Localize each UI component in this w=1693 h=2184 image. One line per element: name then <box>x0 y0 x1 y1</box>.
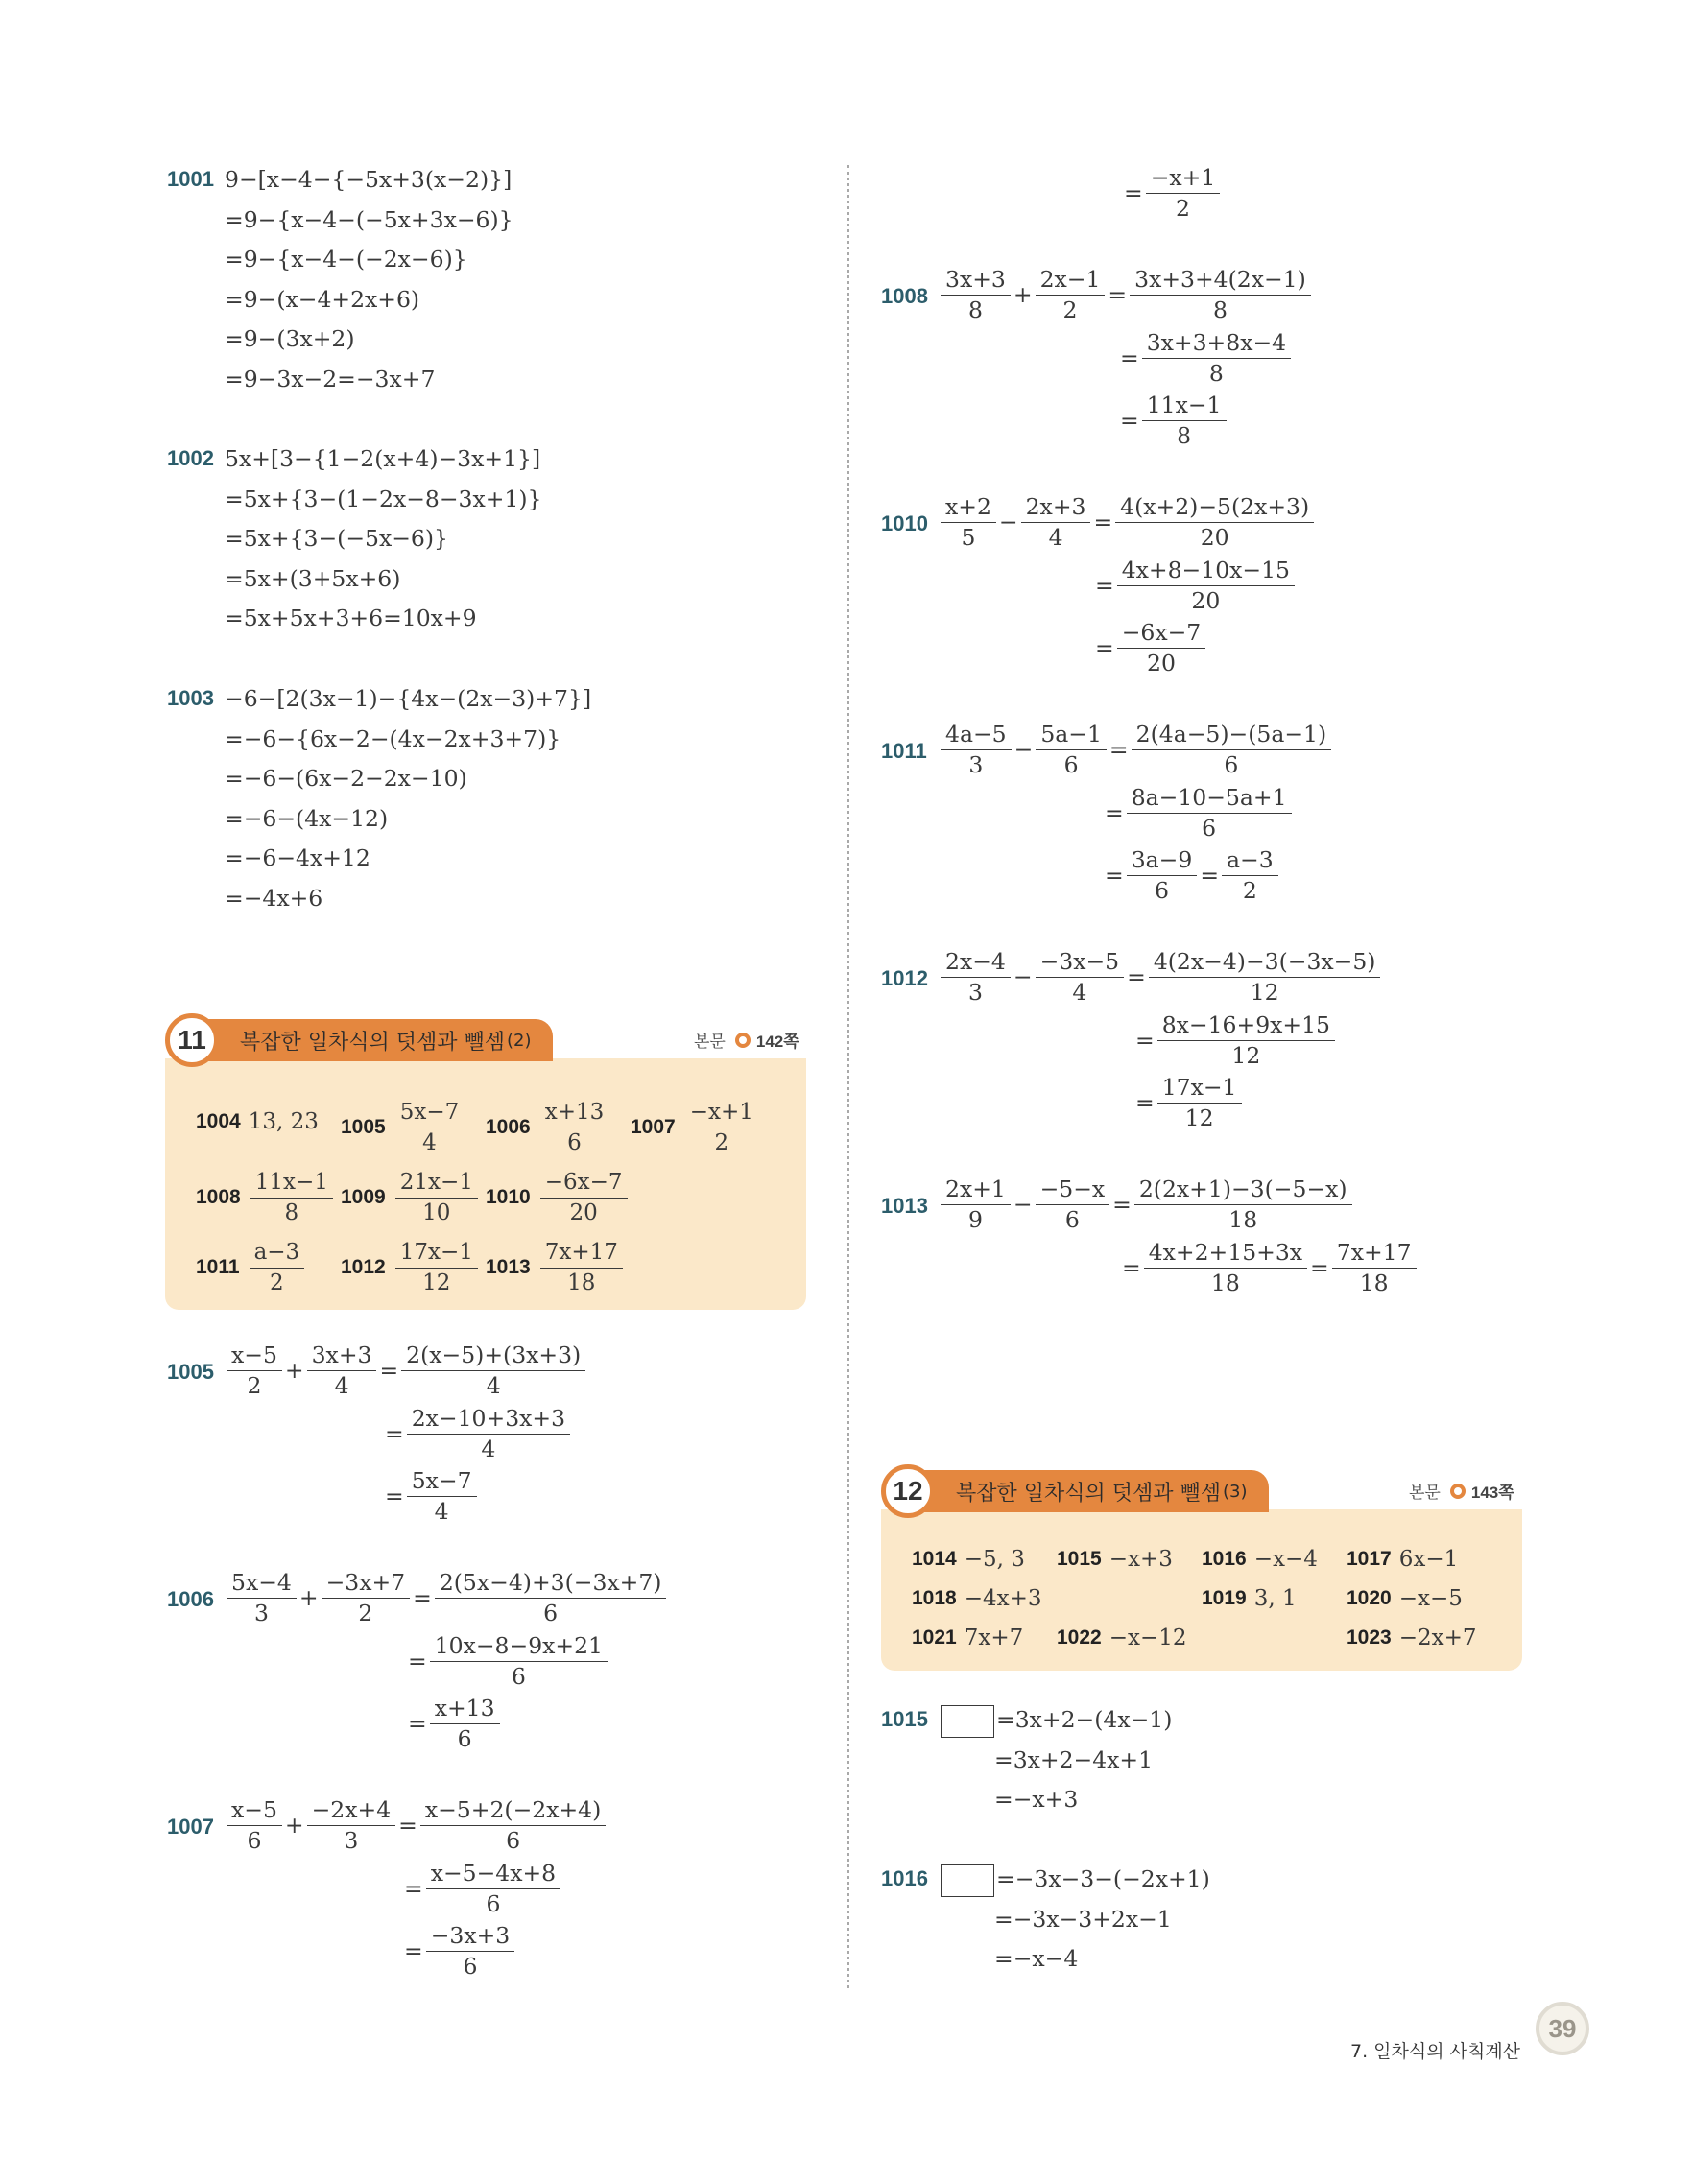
fraction <box>407 1404 570 1463</box>
problem-number: 1003 <box>167 686 214 710</box>
fraction <box>426 1859 560 1918</box>
operator: − <box>1013 736 1034 763</box>
problem-number: 1010 <box>881 511 928 535</box>
answer-1019 <box>1202 1580 1297 1617</box>
step: =3x+2−4x+1 <box>994 1746 1154 1773</box>
fraction <box>1157 1010 1335 1070</box>
answer-value: 7x+7 <box>964 1626 1024 1650</box>
column-divider <box>846 165 849 1988</box>
step: =9−(x−4+2x+6) <box>225 286 420 313</box>
answer-number: 1014 <box>912 1548 957 1570</box>
fraction <box>1332 1238 1417 1297</box>
answer-number: 1007 <box>631 1116 676 1138</box>
section-subtitle: (2) <box>507 1030 532 1051</box>
numerator: 2x−10+3x+3 <box>407 1404 570 1435</box>
denominator: 18 <box>1210 1270 1240 1296</box>
answer-number: 1013 <box>486 1256 531 1278</box>
denominator: 2 <box>358 1600 373 1626</box>
operator: + <box>1013 281 1033 308</box>
fraction <box>227 1341 282 1400</box>
denominator: 8 <box>1212 297 1228 323</box>
denominator: 4 <box>1072 979 1087 1006</box>
problem-1016 <box>881 1859 1284 1980</box>
reference-label: 본문 <box>1409 1484 1441 1503</box>
fraction <box>420 1795 606 1855</box>
fraction <box>1157 1073 1242 1132</box>
operator: − <box>1013 1191 1033 1218</box>
numerator: 21x−1 <box>395 1168 478 1199</box>
answer-1018 <box>912 1580 1042 1617</box>
fraction <box>401 1341 585 1400</box>
step: =−x−4 <box>994 1945 1079 1972</box>
numerator: 2x+1 <box>941 1175 1011 1205</box>
reference-page: 143쪽 <box>1470 1484 1514 1502</box>
problem-number: 1008 <box>881 284 928 308</box>
step: 9−[x−4−{−5x+3(x−2)}] <box>225 166 513 193</box>
denominator: 3 <box>253 1600 269 1626</box>
step: =−6−(6x−2−2x−10) <box>225 765 467 792</box>
fraction <box>1036 265 1106 324</box>
fraction <box>941 947 1011 1007</box>
fraction <box>1117 618 1206 677</box>
answer-fraction <box>250 1168 333 1227</box>
numerator: −6x−7 <box>540 1168 628 1199</box>
numerator: 2(x−5)+(3x+3) <box>401 1341 585 1371</box>
denominator: 4 <box>1048 524 1063 551</box>
numerator: 7x+17 <box>540 1238 623 1269</box>
fraction <box>941 1175 1011 1234</box>
problem-1002 <box>167 439 570 640</box>
fraction <box>307 1795 396 1855</box>
denominator: 8 <box>1177 422 1192 449</box>
denominator: 18 <box>1228 1206 1258 1233</box>
problem-number: 1013 <box>881 1194 928 1218</box>
numerator: 5a−1 <box>1036 720 1107 750</box>
answer-1015 <box>1057 1541 1173 1578</box>
denominator: 2 <box>1176 195 1190 222</box>
numerator: 3x+3 <box>941 265 1011 296</box>
answer-1021 <box>912 1620 1023 1656</box>
answer-value: −x−4 <box>1253 1547 1318 1572</box>
denominator: 8 <box>284 1200 299 1225</box>
answer-number: 1006 <box>486 1116 531 1138</box>
fraction <box>430 1631 608 1691</box>
answer-number: 1021 <box>912 1626 957 1649</box>
numerator: 2(2x+1)−3(−5−x) <box>1134 1175 1352 1205</box>
numerator: 4x+8−10x−15 <box>1117 556 1295 586</box>
blank-box <box>941 1864 994 1897</box>
numerator: 2x−4 <box>941 947 1011 978</box>
denominator: 4 <box>422 1130 437 1155</box>
section-title: 복잡한 일차식의 덧셈과 뺄셈 <box>956 1481 1222 1506</box>
problem-number: 1011 <box>881 739 927 763</box>
answer-fraction <box>540 1098 609 1157</box>
answer-value: −x−5 <box>1398 1586 1463 1611</box>
fraction <box>1127 845 1198 905</box>
operator: − <box>1013 963 1033 990</box>
answer-fraction <box>395 1168 478 1227</box>
problem-1012: 1012 $\frac{2x-4}{3}$ − $\frac{-3x-5}{4}$ = $\frac{4(2x-4)-3(-3x-5)}{12}$ = $\frac{8x-16+9x+15}{12}$ = $\frac{17x-1}{12}$ <box>881 947 1419 1139</box>
answer-1006 <box>486 1098 610 1157</box>
numerator: 3x+3+8x−4 <box>1142 328 1291 359</box>
numerator: 2x+3 <box>1021 492 1091 523</box>
problem-1010: 1010 $\frac{x+2}{5}$ − $\frac{2x+3}{4}$ = $\frac{4(x+2)-5(2x+3)}{20}$ = $\frac{4x+8-10x-15}{20}$ = $\frac{-6x-7}{20}$ <box>881 492 1380 684</box>
denominator: 6 <box>463 1953 478 1980</box>
fraction <box>1142 328 1291 388</box>
answer-number: 1018 <box>912 1587 957 1609</box>
step: =5x+(3+5x+6) <box>225 565 401 592</box>
step: =−6−{6x−2−(4x−2x+3+7)} <box>225 725 561 752</box>
step: =3x+2−(4x−1) <box>996 1706 1173 1733</box>
fraction <box>941 720 1012 779</box>
step: =9−{x−4−(−5x+3x−6)} <box>225 206 513 233</box>
answer-number: 1012 <box>341 1256 386 1278</box>
textbook-reference <box>694 1028 799 1052</box>
fraction <box>1036 720 1107 779</box>
denominator: 6 <box>457 1725 472 1752</box>
step: −6−[2(3x−1)−{4x−(2x−3)+7}] <box>225 685 592 712</box>
numerator: −x+1 <box>685 1098 758 1128</box>
step: 5x+[3−{1−2(x+4)−3x+1}] <box>225 445 541 472</box>
step: =−6−(4x−12) <box>225 805 389 832</box>
answer-1009 <box>341 1168 480 1227</box>
fraction <box>227 1568 297 1627</box>
denominator: 2 <box>270 1270 284 1295</box>
numerator: 7x+17 <box>1332 1238 1417 1269</box>
problem-1015 <box>881 1699 1284 1820</box>
problem-number: 1016 <box>881 1866 928 1890</box>
answer-number: 1015 <box>1057 1548 1102 1570</box>
fraction <box>426 1921 515 1981</box>
numerator: x+2 <box>941 492 996 523</box>
numerator: −3x+3 <box>426 1921 515 1952</box>
answer-1017 <box>1347 1541 1458 1578</box>
fraction <box>1130 265 1311 324</box>
answer-number: 1009 <box>341 1186 386 1208</box>
denominator: 6 <box>567 1130 582 1155</box>
fraction <box>1134 1175 1352 1234</box>
circle-arrow-icon <box>1450 1484 1466 1499</box>
numerator: 4(2x−4)−3(−3x−5) <box>1149 947 1381 978</box>
answer-fraction <box>540 1168 628 1227</box>
numerator: −3x+7 <box>322 1568 411 1599</box>
step: =−6−4x+12 <box>225 844 370 871</box>
answer-fraction <box>395 1238 478 1297</box>
problem-number: 1007 <box>167 1815 214 1839</box>
numerator: x−5+2(−2x+4) <box>420 1795 606 1826</box>
section-header <box>165 1013 553 1067</box>
fraction <box>1036 1175 1110 1234</box>
answer-value: −x+3 <box>1109 1547 1173 1572</box>
answer-value: 13, 23 <box>248 1109 319 1134</box>
numerator: 3a−9 <box>1127 845 1198 876</box>
problem-number: 1005 <box>167 1360 214 1384</box>
section-number: 11 <box>165 1013 219 1067</box>
section-title-bar <box>198 1019 553 1061</box>
denominator: 4 <box>486 1372 501 1399</box>
denominator: 6 <box>1064 1206 1080 1233</box>
fraction <box>1144 1238 1307 1297</box>
answer-number: 1010 <box>486 1186 531 1208</box>
denominator: 6 <box>506 1827 521 1854</box>
answer-value: −x−12 <box>1109 1626 1187 1650</box>
problem-1006: 1006 $\frac{5x-4}{3}$ + $\frac{-3x+7}{2}$ = $\frac{2(5x-4)+3(-3x+7)}{6}$ = $\frac{10x-8-9x+21}{6}$ = $\frac{x+13}{6}$ <box>167 1568 704 1760</box>
denominator: 6 <box>511 1663 526 1690</box>
textbook-reference <box>1409 1479 1514 1503</box>
problem-number: 1012 <box>881 966 928 990</box>
section-subtitle: (3) <box>1223 1481 1248 1502</box>
fraction <box>1142 391 1227 450</box>
fraction <box>1222 845 1278 905</box>
answer-1014 <box>912 1541 1025 1578</box>
denominator: 5 <box>961 524 976 551</box>
fraction <box>1146 163 1221 223</box>
numerator: −6x−7 <box>1117 618 1206 649</box>
numerator: 10x−8−9x+21 <box>430 1631 608 1662</box>
denominator: 4 <box>334 1372 349 1399</box>
circle-arrow-icon <box>735 1033 751 1048</box>
page-number: 39 <box>1536 2002 1589 2055</box>
problem-1013: 1013 $\frac{2x+1}{9}$ − $\frac{-5-x}{6}$ = $\frac{2(2x+1)-3(-5-x)}{18}$ = $\frac{4x+2+15+3x}{18}$ = $\frac{7x+17}{18}$ <box>881 1175 1419 1309</box>
answer-fraction <box>685 1098 758 1157</box>
denominator: 18 <box>567 1270 596 1295</box>
step: =−x+3 <box>994 1786 1079 1813</box>
fraction <box>407 1466 477 1526</box>
numerator: 17x−1 <box>1157 1073 1242 1104</box>
answer-1020 <box>1347 1580 1463 1617</box>
denominator: 18 <box>1359 1270 1389 1296</box>
numerator: 3x+3 <box>307 1341 377 1371</box>
step: =5x+{3−(1−2x−8−3x+1)} <box>225 486 542 512</box>
denominator: 8 <box>967 297 983 323</box>
problem-1011: 1011 $\frac{4a-5}{3}$ − $\frac{5a-1}{6}$ = $\frac{2(4a-5)-(5a-1)}{6}$ = $\frac{8a-10-5a+1}{6}$ = $\frac{3a-9}{6}$ = $\frac{a-3}{2}$ <box>881 720 1380 912</box>
section-number: 12 <box>881 1464 935 1518</box>
operator: + <box>284 1812 304 1839</box>
fraction <box>1115 492 1314 552</box>
answer-1023 <box>1347 1620 1477 1656</box>
answer-fraction <box>395 1098 465 1157</box>
answer-value: 6x−1 <box>1398 1547 1459 1572</box>
chapter-title: 7. 일차식의 사칙계산 <box>1350 2041 1521 2062</box>
step: =5x+5x+3+6=10x+9 <box>225 605 477 631</box>
denominator: 3 <box>968 751 984 778</box>
answer-value: −5, 3 <box>964 1547 1025 1572</box>
denominator: 6 <box>1224 751 1239 778</box>
numerator: 2(4a−5)−(5a−1) <box>1132 720 1332 750</box>
problem-number: 1002 <box>167 446 214 470</box>
numerator: −3x−5 <box>1036 947 1125 978</box>
answer-number: 1019 <box>1202 1587 1247 1609</box>
denominator: 6 <box>1155 877 1169 904</box>
answer-1013 <box>486 1238 625 1297</box>
denominator: 2 <box>247 1372 262 1399</box>
answer-1005 <box>341 1098 465 1157</box>
denominator: 12 <box>1231 1042 1261 1069</box>
answer-fraction <box>250 1238 305 1297</box>
fraction <box>941 265 1011 324</box>
fraction <box>1127 783 1292 843</box>
fraction <box>1021 492 1091 552</box>
step: =−3x−3−(−2x+1) <box>996 1865 1210 1892</box>
fraction <box>1149 947 1381 1007</box>
numerator: 11x−1 <box>250 1168 333 1199</box>
denominator: 3 <box>967 979 983 1006</box>
answer-number: 1020 <box>1347 1587 1392 1609</box>
denominator: 4 <box>481 1436 496 1462</box>
numerator: 4(x+2)−5(2x+3) <box>1115 492 1314 523</box>
answer-1008 <box>196 1168 335 1227</box>
denominator: 6 <box>247 1827 262 1854</box>
numerator: x+13 <box>430 1694 500 1724</box>
step: =9−{x−4−(−2x−6)} <box>225 246 467 273</box>
answer-number: 1016 <box>1202 1548 1247 1570</box>
denominator: 10 <box>422 1200 451 1225</box>
numerator: −5−x <box>1036 1175 1110 1205</box>
numerator: 5x−4 <box>227 1568 297 1599</box>
denominator: 4 <box>434 1498 449 1525</box>
denominator: 20 <box>1200 524 1229 551</box>
answer-fraction <box>540 1238 623 1297</box>
numerator: x−5 <box>227 1341 282 1371</box>
answer-1004 <box>196 1103 319 1141</box>
denominator: 9 <box>967 1206 983 1233</box>
denominator: 12 <box>422 1270 451 1295</box>
numerator: x−5−4x+8 <box>426 1859 560 1889</box>
operator: + <box>298 1584 319 1611</box>
denominator: 12 <box>1250 979 1279 1006</box>
numerator: 5x−7 <box>407 1466 477 1497</box>
fraction <box>322 1568 411 1627</box>
step: =−4x+6 <box>225 885 323 912</box>
problem-number: 1006 <box>167 1587 214 1611</box>
answer-number: 1005 <box>341 1116 386 1138</box>
numerator: 5x−7 <box>395 1098 465 1128</box>
problem-1005: 1005 $\frac{x-5}{2}$ + $\frac{3x+3}{4}$ = $\frac{2(x-5)+(3x+3)}{4}$ = $\frac{2x-10+3x+3}{4}$ = $\frac{5x-7}{4}$ <box>167 1341 647 1532</box>
problem-1008: 1008 $\frac{3x+3}{8}$ + $\frac{2x-1}{2}$ = $\frac{3x+3+4(2x-1)}{8}$ = $\frac{3x+3+8x-4}{8}$ = $\frac{11x-1}{8}$ <box>881 265 1380 457</box>
answer-1022 <box>1057 1620 1187 1656</box>
numerator: 8x−16+9x+15 <box>1157 1010 1335 1041</box>
answer-1011 <box>196 1238 306 1297</box>
fraction <box>941 492 996 552</box>
problem-1007: 1007 $\frac{x-5}{6}$ + $\frac{-2x+4}{3}$ = $\frac{x-5+2(-2x+4)}{6}$ = $\frac{x-5-4x+8}{6}$ = $\frac{-3x+3}{6}$ <box>167 1795 666 1987</box>
denominator: 2 <box>1062 297 1078 323</box>
denominator: 3 <box>344 1827 359 1854</box>
answer-value: −4x+3 <box>964 1586 1042 1611</box>
answer-number: 1023 <box>1347 1626 1392 1649</box>
step: =9−3x−2=−3x+7 <box>225 366 436 392</box>
numerator: −x+1 <box>1146 163 1221 194</box>
fraction <box>307 1341 377 1400</box>
section-title: 복잡한 일차식의 덧셈과 뺄셈 <box>240 1030 506 1055</box>
numerator: x−5 <box>227 1795 282 1826</box>
section-header <box>881 1464 1269 1518</box>
blank-box <box>941 1705 994 1738</box>
answer-number: 1022 <box>1057 1626 1102 1649</box>
denominator: 6 <box>486 1890 501 1917</box>
numerator: 4a−5 <box>941 720 1012 750</box>
numerator: 17x−1 <box>395 1238 478 1269</box>
problem-1003 <box>167 678 628 920</box>
problem-number: 1001 <box>167 167 214 191</box>
answer-number: 1017 <box>1347 1548 1392 1570</box>
denominator: 6 <box>543 1600 559 1626</box>
numerator: −2x+4 <box>307 1795 396 1826</box>
denominator: 20 <box>1147 650 1176 677</box>
problem-1001 <box>167 159 570 401</box>
answer-1007 <box>631 1098 760 1157</box>
step: =9−(3x+2) <box>225 325 355 352</box>
step: =−3x−3+2x−1 <box>994 1906 1172 1933</box>
denominator: 2 <box>1242 877 1257 904</box>
reference-page: 142쪽 <box>755 1033 799 1051</box>
operator: − <box>998 509 1018 535</box>
numerator: 8a−10−5a+1 <box>1127 783 1292 814</box>
section-title-bar <box>914 1470 1269 1512</box>
denominator: 6 <box>1063 751 1079 778</box>
numerator: x+13 <box>540 1098 609 1128</box>
answer-1010 <box>486 1168 630 1227</box>
problem-number: 1015 <box>881 1707 928 1731</box>
fraction <box>1036 947 1125 1007</box>
denominator: 2 <box>714 1130 729 1155</box>
answer-number: 1004 <box>196 1110 241 1132</box>
denominator: 12 <box>1184 1104 1214 1131</box>
denominator: 20 <box>1191 587 1221 614</box>
answer-number: 1011 <box>196 1256 240 1278</box>
numerator: 3x+3+4(2x−1) <box>1130 265 1311 296</box>
fraction <box>227 1795 282 1855</box>
fraction <box>1117 556 1295 615</box>
denominator: 20 <box>569 1200 598 1225</box>
denominator: 8 <box>1208 360 1224 387</box>
problem-1007-continued: = $\frac{-x+1}{2}$ <box>1123 163 1222 223</box>
answer-number: 1008 <box>196 1186 241 1208</box>
numerator: a−3 <box>250 1238 305 1269</box>
operator: + <box>284 1357 304 1384</box>
answer-1016 <box>1202 1541 1318 1578</box>
answer-1012 <box>341 1238 480 1297</box>
answer-value: −2x+7 <box>1398 1626 1477 1650</box>
fraction <box>1132 720 1332 779</box>
numerator: 4x+2+15+3x <box>1144 1238 1307 1269</box>
numerator: a−3 <box>1222 845 1278 876</box>
numerator: 11x−1 <box>1142 391 1227 421</box>
numerator: 2(5x−4)+3(−3x+7) <box>435 1568 667 1599</box>
fraction <box>430 1694 500 1753</box>
numerator: 2x−1 <box>1036 265 1106 296</box>
fraction <box>435 1568 667 1627</box>
reference-label: 본문 <box>694 1033 726 1052</box>
answer-value: 3, 1 <box>1253 1586 1297 1611</box>
denominator: 6 <box>1202 815 1217 842</box>
step: =5x+{3−(−5x−6)} <box>225 525 449 552</box>
